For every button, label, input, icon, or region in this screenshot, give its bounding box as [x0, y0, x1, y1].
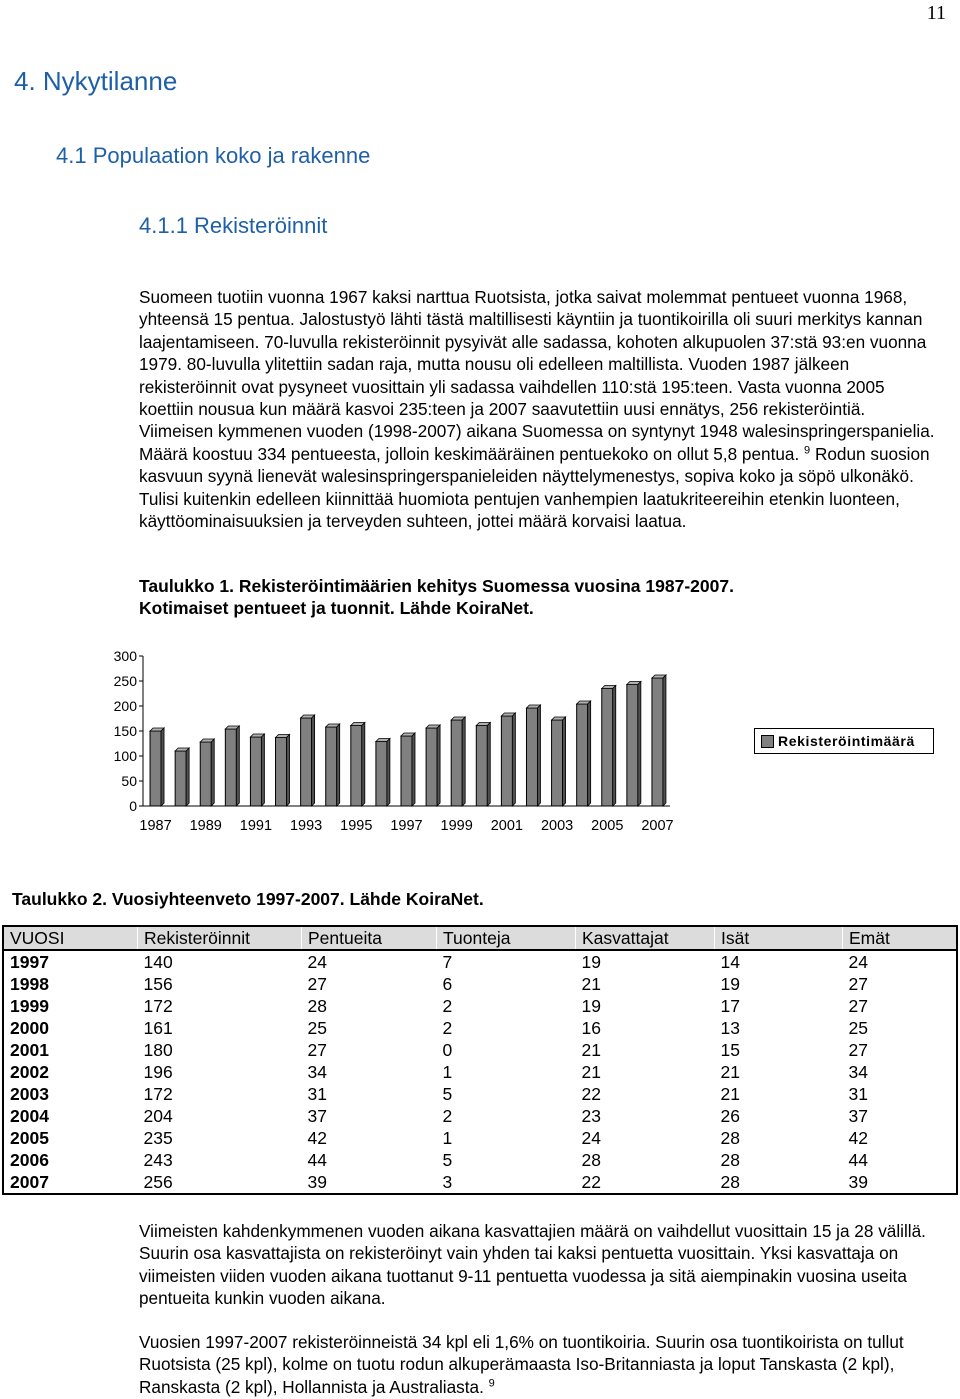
chart-bar-side [211, 739, 214, 806]
table-row [3, 1039, 957, 1061]
cell-year: 2001 [10, 1040, 49, 1060]
chart-bar-side [387, 739, 390, 807]
cell-litters: 31 [307, 1084, 327, 1104]
x-tick-label: 1987 [139, 818, 172, 834]
cell-year: 1998 [10, 974, 49, 994]
header-breeders: Kasvattajat [576, 926, 715, 950]
chart-bar [326, 727, 337, 806]
x-tick-label: 2001 [490, 818, 524, 834]
chart-legend [754, 728, 934, 754]
cell-dams: 27 [848, 1040, 868, 1060]
chart-caption-line1: Taulukko 1. Rekisteröintimäärien kehitys Suomessa vuosina 1987-2007. [139, 576, 734, 596]
chart-bar-side [663, 675, 666, 806]
cell-dams: 27 [848, 974, 868, 994]
cell-registrations: 235 [143, 1128, 173, 1148]
chart-bar-side [563, 717, 566, 806]
header-imports: Tuonteja [437, 926, 576, 950]
cell-dams: 31 [848, 1084, 868, 1104]
cell-breeders: 22 [581, 1084, 601, 1104]
chart-bar [577, 704, 588, 806]
chart-bar [225, 729, 236, 806]
chart-bar-side [537, 705, 540, 806]
cell-imports: 5 [442, 1084, 453, 1104]
cell-registrations: 140 [143, 952, 173, 972]
cell-sires: 28 [720, 1150, 740, 1170]
cell-imports: 2 [442, 1106, 453, 1126]
cell-dams: 27 [848, 996, 868, 1016]
cell-year: 2003 [10, 1084, 49, 1104]
cell-litters: 27 [307, 1040, 327, 1060]
chart-bar-side [312, 715, 315, 806]
cell-dams: 44 [848, 1150, 868, 1170]
cell-year: 1999 [10, 996, 49, 1016]
table-row [3, 1127, 957, 1149]
cell-imports: 5 [442, 1150, 453, 1170]
footnote-ref: 9 [488, 1377, 495, 1390]
intro-text-part1: Suomeen tuotiin vuonna 1967 kaksi narttua Ruotsista, jotka saivat molemmat pentueet vuonna 1968, yhteensä 15 pentua. Jalostustyö lähti tästä maltillisesti käyntiin ja tuontikoirilla oli suuri merkitys kannan laajentamiseen. 70-luvulla rekisteröinnit pysyivät alle sadassa, kohoten alkupuolen 37:stä 93:en vuonna 1979. 80-luvulla ylitettiin sadan raja, mutta nousu oli edelleen maltillista. Vuoden 1987 jälkeen rekisteröinnit ovat pysyneet vuosittain yli sadassa vaihdellen 110:stä 195:teen. Vasta vuonna 2005 koettiin nousua kun määrä kasvoi 235:teen ja 2007 saavutettiin uusi ennätys, 256 rekisteröintiä. Viimeisen kymmenen vuoden (1998-2007) aikana Suomessa on syntynyt 1948 walesinspringerspanielia. Määrä koostuu 334 pentueesta, jolloin keskimääräinen pentuekoko on ollut 5,8 pentua. [139, 287, 935, 464]
cell-imports: 3 [442, 1172, 453, 1192]
registrations-bar-chart [100, 640, 700, 840]
header-registrations: Rekisteröinnit [138, 926, 302, 950]
table-row [3, 1105, 957, 1127]
heading-level-1: 4. Nykytilanne [14, 66, 178, 96]
chart-bar [451, 720, 462, 806]
cell-breeders: 21 [581, 1062, 601, 1082]
cell-litters: 34 [307, 1062, 327, 1082]
cell-litters: 39 [307, 1172, 327, 1192]
x-tick-label: 1993 [289, 818, 323, 834]
chart-bar [501, 716, 512, 806]
x-tick-label: 2007 [641, 818, 674, 834]
cell-breeders: 24 [581, 1128, 601, 1148]
chart-bar-side [462, 717, 465, 806]
cell-breeders: 22 [581, 1172, 601, 1192]
cell-year: 2005 [10, 1128, 49, 1148]
chart-bar [250, 737, 261, 806]
chart-bar [351, 726, 362, 807]
x-tick-label: 1989 [189, 818, 222, 834]
chart-bar-side [638, 682, 641, 807]
cell-registrations: 256 [143, 1172, 173, 1192]
table-row [3, 973, 957, 995]
cell-litters: 37 [307, 1106, 327, 1126]
x-tick-label: 1995 [340, 818, 373, 834]
cell-imports: 7 [442, 952, 453, 972]
cell-litters: 25 [307, 1018, 327, 1038]
cell-litters: 42 [307, 1128, 327, 1148]
cell-dams: 34 [848, 1062, 868, 1082]
header-litters: Pentueita [302, 926, 437, 950]
cell-imports: 1 [442, 1128, 453, 1148]
chart-bar-side [161, 728, 164, 806]
cell-litters: 27 [307, 974, 327, 994]
table-body [3, 950, 957, 1194]
chart-bar [200, 742, 211, 806]
header-sires: Isät [715, 926, 843, 950]
x-tick-label: 2003 [540, 818, 574, 834]
legend-swatch [761, 735, 774, 748]
chart-bar [602, 689, 613, 807]
cell-sires: 14 [720, 952, 740, 972]
cell-breeders: 21 [581, 974, 601, 994]
chart-bar-side [412, 733, 415, 806]
chart-bar-side [613, 686, 616, 807]
cell-registrations: 156 [143, 974, 173, 994]
chart-bar [627, 685, 638, 807]
chart-bar [526, 708, 537, 806]
chart-bar [376, 742, 387, 807]
cell-year: 1997 [10, 952, 49, 972]
cell-breeders: 23 [581, 1106, 601, 1126]
y-tick-label: 150 [113, 723, 137, 739]
chart-bar [426, 728, 437, 806]
page-number: 11 [926, 2, 946, 24]
cell-imports: 2 [442, 996, 453, 1016]
cell-sires: 21 [720, 1062, 740, 1082]
chart-bar-side [362, 723, 365, 807]
chart-bar-side [287, 735, 290, 807]
footnote-ref: 9 [804, 444, 811, 457]
breeders-paragraph: Viimeisten kahdenkymmenen vuoden aikana kasvattajien määrä on vaihdellut vuosittain 15 ja 28 välillä. Suurin osa kasvattajista on rekisteröinyt vain yhden tai kaksi pentuetta vuosittain. Yksi kasvattaja on viimeisten viiden vuoden aikana tuottanut 9-11 pentuetta vuodessa ja sitä aiempinakin vuosina useita pentueita kunkin vuoden aikana. [139, 1221, 926, 1309]
x-tick-label: 1999 [440, 818, 473, 834]
y-tick-label: 100 [113, 748, 137, 764]
cell-breeders: 19 [581, 952, 601, 972]
chart-bar [175, 751, 186, 806]
table-row [3, 1061, 957, 1083]
chart-caption-line2: Kotimaiset pentueet ja tuonnit. Lähde KoiraNet. [139, 598, 534, 618]
cell-dams: 39 [848, 1172, 868, 1192]
table-row [3, 1017, 957, 1039]
cell-sires: 19 [720, 974, 740, 994]
table-row [3, 995, 957, 1017]
imports-text: Vuosien 1997-2007 rekisteröinneistä 34 kpl eli 1,6% on tuontikoiria. Suurin osa tuontikoirista on tullut Ruotsista (25 kpl), kolme on tuotu rodun alkuperämaasta Iso-Britanniasta ja loput Tanskasta (2 kpl), Ranskasta (2 kpl), Hollannista ja Australiasta. [139, 1332, 904, 1397]
chart-bar [301, 718, 312, 806]
intro-text-part2: Rodun suosion kasvuun syynä lienevät walesinspringerspanieleiden näyttelymenestys, sopiva koko ja söpö ulkonäkö. Tulisi kuitenkin edelleen kiinnittää huomiota pentujen vanhempien laatukriteereihin etenkin luonteen, käyttöominaisuuksien ja terveyden suhteen, jottei määrä korvaisi laatua. [139, 443, 930, 532]
chart-bar-side [261, 734, 264, 806]
chart-caption [139, 575, 734, 619]
cell-litters: 24 [307, 952, 327, 972]
cell-breeders: 16 [581, 1018, 601, 1038]
chart-bar-side [337, 724, 340, 806]
header-year: VUOSI [3, 926, 138, 950]
chart-bar [276, 738, 287, 807]
cell-imports: 6 [442, 974, 453, 994]
chart-bar-side [437, 725, 440, 806]
cell-dams: 37 [848, 1106, 868, 1126]
heading-level-2: 4.1 Populaation koko ja rakenne [56, 143, 371, 168]
x-tick-label: 2005 [591, 818, 624, 834]
cell-registrations: 243 [143, 1150, 173, 1170]
table-caption: Taulukko 2. Vuosiyhteenveto 1997-2007. Lähde KoiraNet. [12, 889, 484, 909]
table-header-row [3, 926, 957, 950]
intro-paragraph [139, 286, 939, 532]
cell-registrations: 161 [143, 1018, 173, 1038]
y-tick-label: 250 [113, 673, 137, 689]
cell-registrations: 172 [143, 1084, 173, 1104]
y-tick-label: 200 [113, 698, 137, 714]
cell-dams: 24 [848, 952, 868, 972]
table-row [3, 1171, 957, 1194]
chart-bar [401, 736, 412, 806]
cell-sires: 17 [720, 996, 740, 1016]
cell-registrations: 204 [143, 1106, 173, 1126]
chart-bar-side [588, 701, 591, 806]
chart-bar-side [186, 748, 189, 806]
cell-imports: 1 [442, 1062, 453, 1082]
cell-sires: 21 [720, 1084, 740, 1104]
cell-sires: 15 [720, 1040, 740, 1060]
chart-bar-side [487, 723, 490, 807]
cell-sires: 26 [720, 1106, 740, 1126]
cell-breeders: 28 [581, 1150, 601, 1170]
annual-summary-table [2, 925, 958, 1195]
cell-litters: 28 [307, 996, 327, 1016]
cell-year: 2006 [10, 1150, 49, 1170]
y-tick-label: 0 [129, 798, 137, 814]
y-tick-label: 300 [113, 648, 137, 664]
cell-imports: 0 [442, 1040, 453, 1060]
chart-bar-side [236, 726, 239, 806]
chart-bar-side [512, 713, 515, 806]
table-row [3, 1083, 957, 1105]
cell-year: 2002 [10, 1062, 49, 1082]
table-row [3, 1149, 957, 1171]
cell-registrations: 196 [143, 1062, 173, 1082]
table-row [3, 950, 957, 973]
cell-dams: 42 [848, 1128, 868, 1148]
cell-year: 2007 [10, 1172, 49, 1192]
cell-dams: 25 [848, 1018, 868, 1038]
x-tick-label: 1991 [239, 818, 273, 834]
header-dams: Emät [843, 926, 958, 950]
legend-label: Rekisteröintimäärä [778, 733, 915, 749]
cell-imports: 2 [442, 1018, 453, 1038]
chart-bar [652, 678, 663, 806]
cell-breeders: 19 [581, 996, 601, 1016]
cell-registrations: 180 [143, 1040, 173, 1060]
cell-litters: 44 [307, 1150, 327, 1170]
cell-sires: 28 [720, 1172, 740, 1192]
cell-year: 2000 [10, 1018, 49, 1038]
chart-bar [150, 731, 161, 806]
cell-registrations: 172 [143, 996, 173, 1016]
cell-sires: 13 [720, 1018, 740, 1038]
chart-bar [552, 720, 563, 806]
heading-level-3: 4.1.1 Rekisteröinnit [139, 213, 328, 238]
cell-sires: 28 [720, 1128, 740, 1148]
x-tick-label: 1997 [390, 818, 423, 834]
cell-breeders: 21 [581, 1040, 601, 1060]
y-tick-label: 50 [121, 773, 137, 789]
cell-year: 2004 [10, 1106, 49, 1126]
chart-bar [476, 726, 487, 807]
imports-paragraph [139, 1331, 939, 1398]
